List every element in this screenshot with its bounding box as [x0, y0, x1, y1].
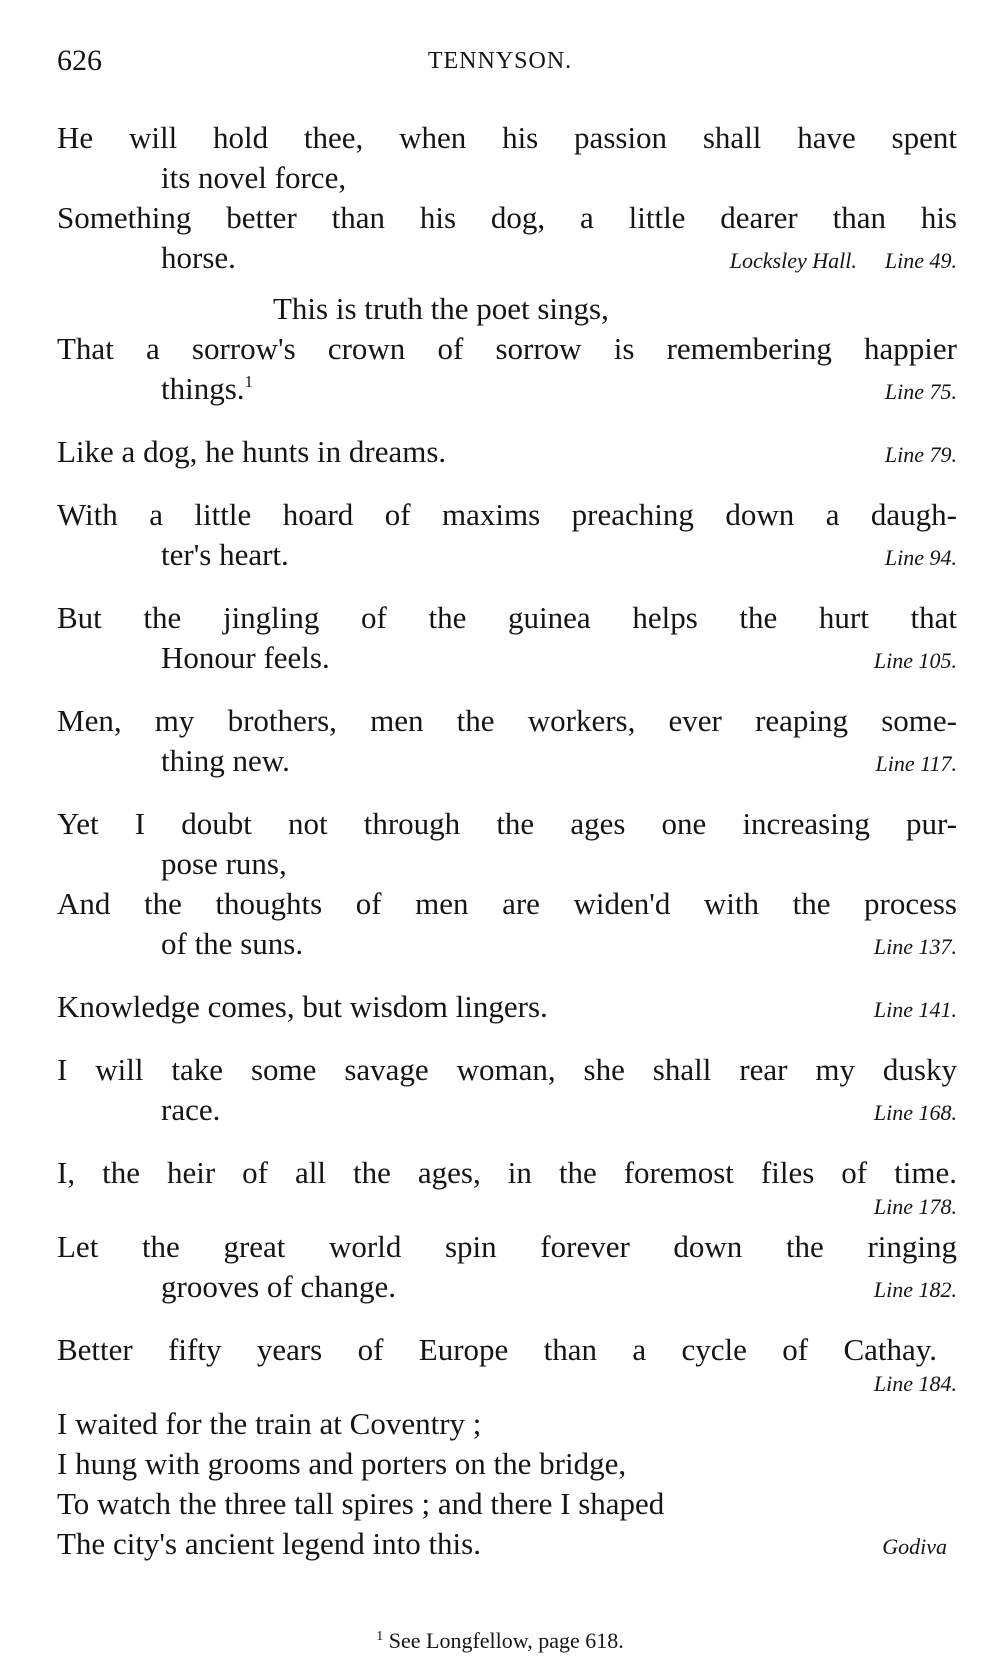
verse-line: thing new.: [161, 743, 290, 778]
quote-block: [57, 1330, 957, 1398]
verse-line: I, the heir of all the ages, in the foremost files of time.: [57, 1155, 957, 1190]
citation: Line 178.: [873, 1194, 957, 1219]
citation: Line 182.: [873, 1277, 957, 1302]
verse-row: [57, 987, 957, 1030]
verse-row: [57, 741, 957, 784]
verse-line: With a little hoard of maxims preaching down a daugh-: [57, 497, 957, 532]
verse-line: grooves of change.: [161, 1269, 396, 1304]
quote-block: [57, 1227, 957, 1310]
verse-row: [57, 1090, 957, 1133]
verse-line: Knowledge comes, but wisdom lingers.: [57, 989, 548, 1024]
footnote-text: See Longfellow, page 618.: [388, 1628, 624, 1653]
citation: Line 168.: [873, 1100, 957, 1125]
citation: Line 75.: [884, 379, 957, 404]
footnote-mark: 1: [376, 1629, 384, 1644]
verse-line: its novel force,: [161, 160, 347, 195]
citation: Line 94.: [884, 545, 957, 570]
citation: Line 79.: [884, 442, 957, 467]
footnote: [0, 1628, 1000, 1654]
verse-row: [57, 638, 957, 681]
verse-line: ter's heart.: [161, 537, 289, 572]
verse-line: I waited for the train at Coventry ;: [57, 1406, 482, 1441]
verse-line: That a sorrow's crown of sorrow is remembering happier: [57, 331, 957, 366]
verse-line: Better fifty years of Europe than a cycle of Cathay.: [57, 1332, 937, 1367]
verse-text: things.: [161, 371, 245, 406]
verse-line: He will hold thee, when his passion shall have spent: [57, 120, 957, 155]
quote-block: [57, 987, 957, 1030]
verse-line: Yet I doubt not through the ages one increasing pur-: [57, 806, 957, 841]
citation-line: Line 49.: [884, 248, 957, 273]
quote-block: [57, 118, 957, 281]
verse-row: [57, 369, 957, 412]
quote-block: [57, 289, 957, 412]
citation-source: Locksley Hall.: [729, 248, 857, 273]
verse-row: [57, 924, 957, 967]
footnote-mark: 1: [244, 372, 254, 391]
verse-row: [57, 238, 957, 281]
verse-line: pose runs,: [161, 846, 287, 881]
verse-line: [161, 369, 253, 409]
citation: Line 117.: [875, 751, 957, 776]
quote-block: [57, 1153, 957, 1221]
quote-block: [57, 1404, 957, 1567]
verse-row: [57, 1524, 957, 1567]
verse-row: [57, 535, 957, 578]
verse-line: And the thoughts of men are widen'd with the process: [57, 886, 957, 921]
citation: Line 137.: [873, 934, 957, 959]
verse-line: I hung with grooms and porters on the bridge,: [57, 1446, 627, 1481]
quotations: [57, 118, 957, 1567]
verse-line: of the suns.: [161, 926, 304, 961]
verse-line: I will take some savage woman, she shall rear my dusky: [57, 1052, 957, 1087]
verse-line: Let the great world spin forever down the ringing: [57, 1229, 957, 1264]
quote-block: [57, 804, 957, 967]
verse-line: Something better than his dog, a little dearer than his: [57, 200, 957, 235]
quote-block: [57, 701, 957, 784]
verse-line: To watch the three tall spires ; and there I shaped: [57, 1486, 665, 1521]
verse-line: Men, my brothers, men the workers, ever reaping some-: [57, 703, 957, 738]
verse-line: race.: [161, 1092, 221, 1127]
verse-line: The city's ancient legend into this.: [57, 1526, 481, 1561]
running-header: TENNYSON.: [427, 48, 573, 74]
verse-line: Honour feels.: [161, 640, 330, 675]
citation: Line 141.: [873, 997, 957, 1022]
citation: [730, 241, 957, 281]
citation: Line 184.: [873, 1371, 957, 1396]
page-number: 626: [57, 44, 102, 77]
verse-row: [57, 432, 957, 475]
citation: Line 105.: [873, 648, 957, 673]
verse-line: Like a dog, he hunts in dreams.: [57, 434, 447, 469]
quote-block: [57, 598, 957, 681]
verse-row: [57, 1267, 957, 1310]
quote-block: [57, 1050, 957, 1133]
quote-block: [57, 495, 957, 578]
citation: Godiva: [882, 1534, 947, 1559]
quote-block: [57, 432, 957, 475]
verse-line: This is truth the poet sings,: [273, 291, 609, 326]
verse-line: horse.: [161, 240, 236, 275]
verse-line: But the jingling of the guinea helps the hurt that: [57, 600, 957, 635]
